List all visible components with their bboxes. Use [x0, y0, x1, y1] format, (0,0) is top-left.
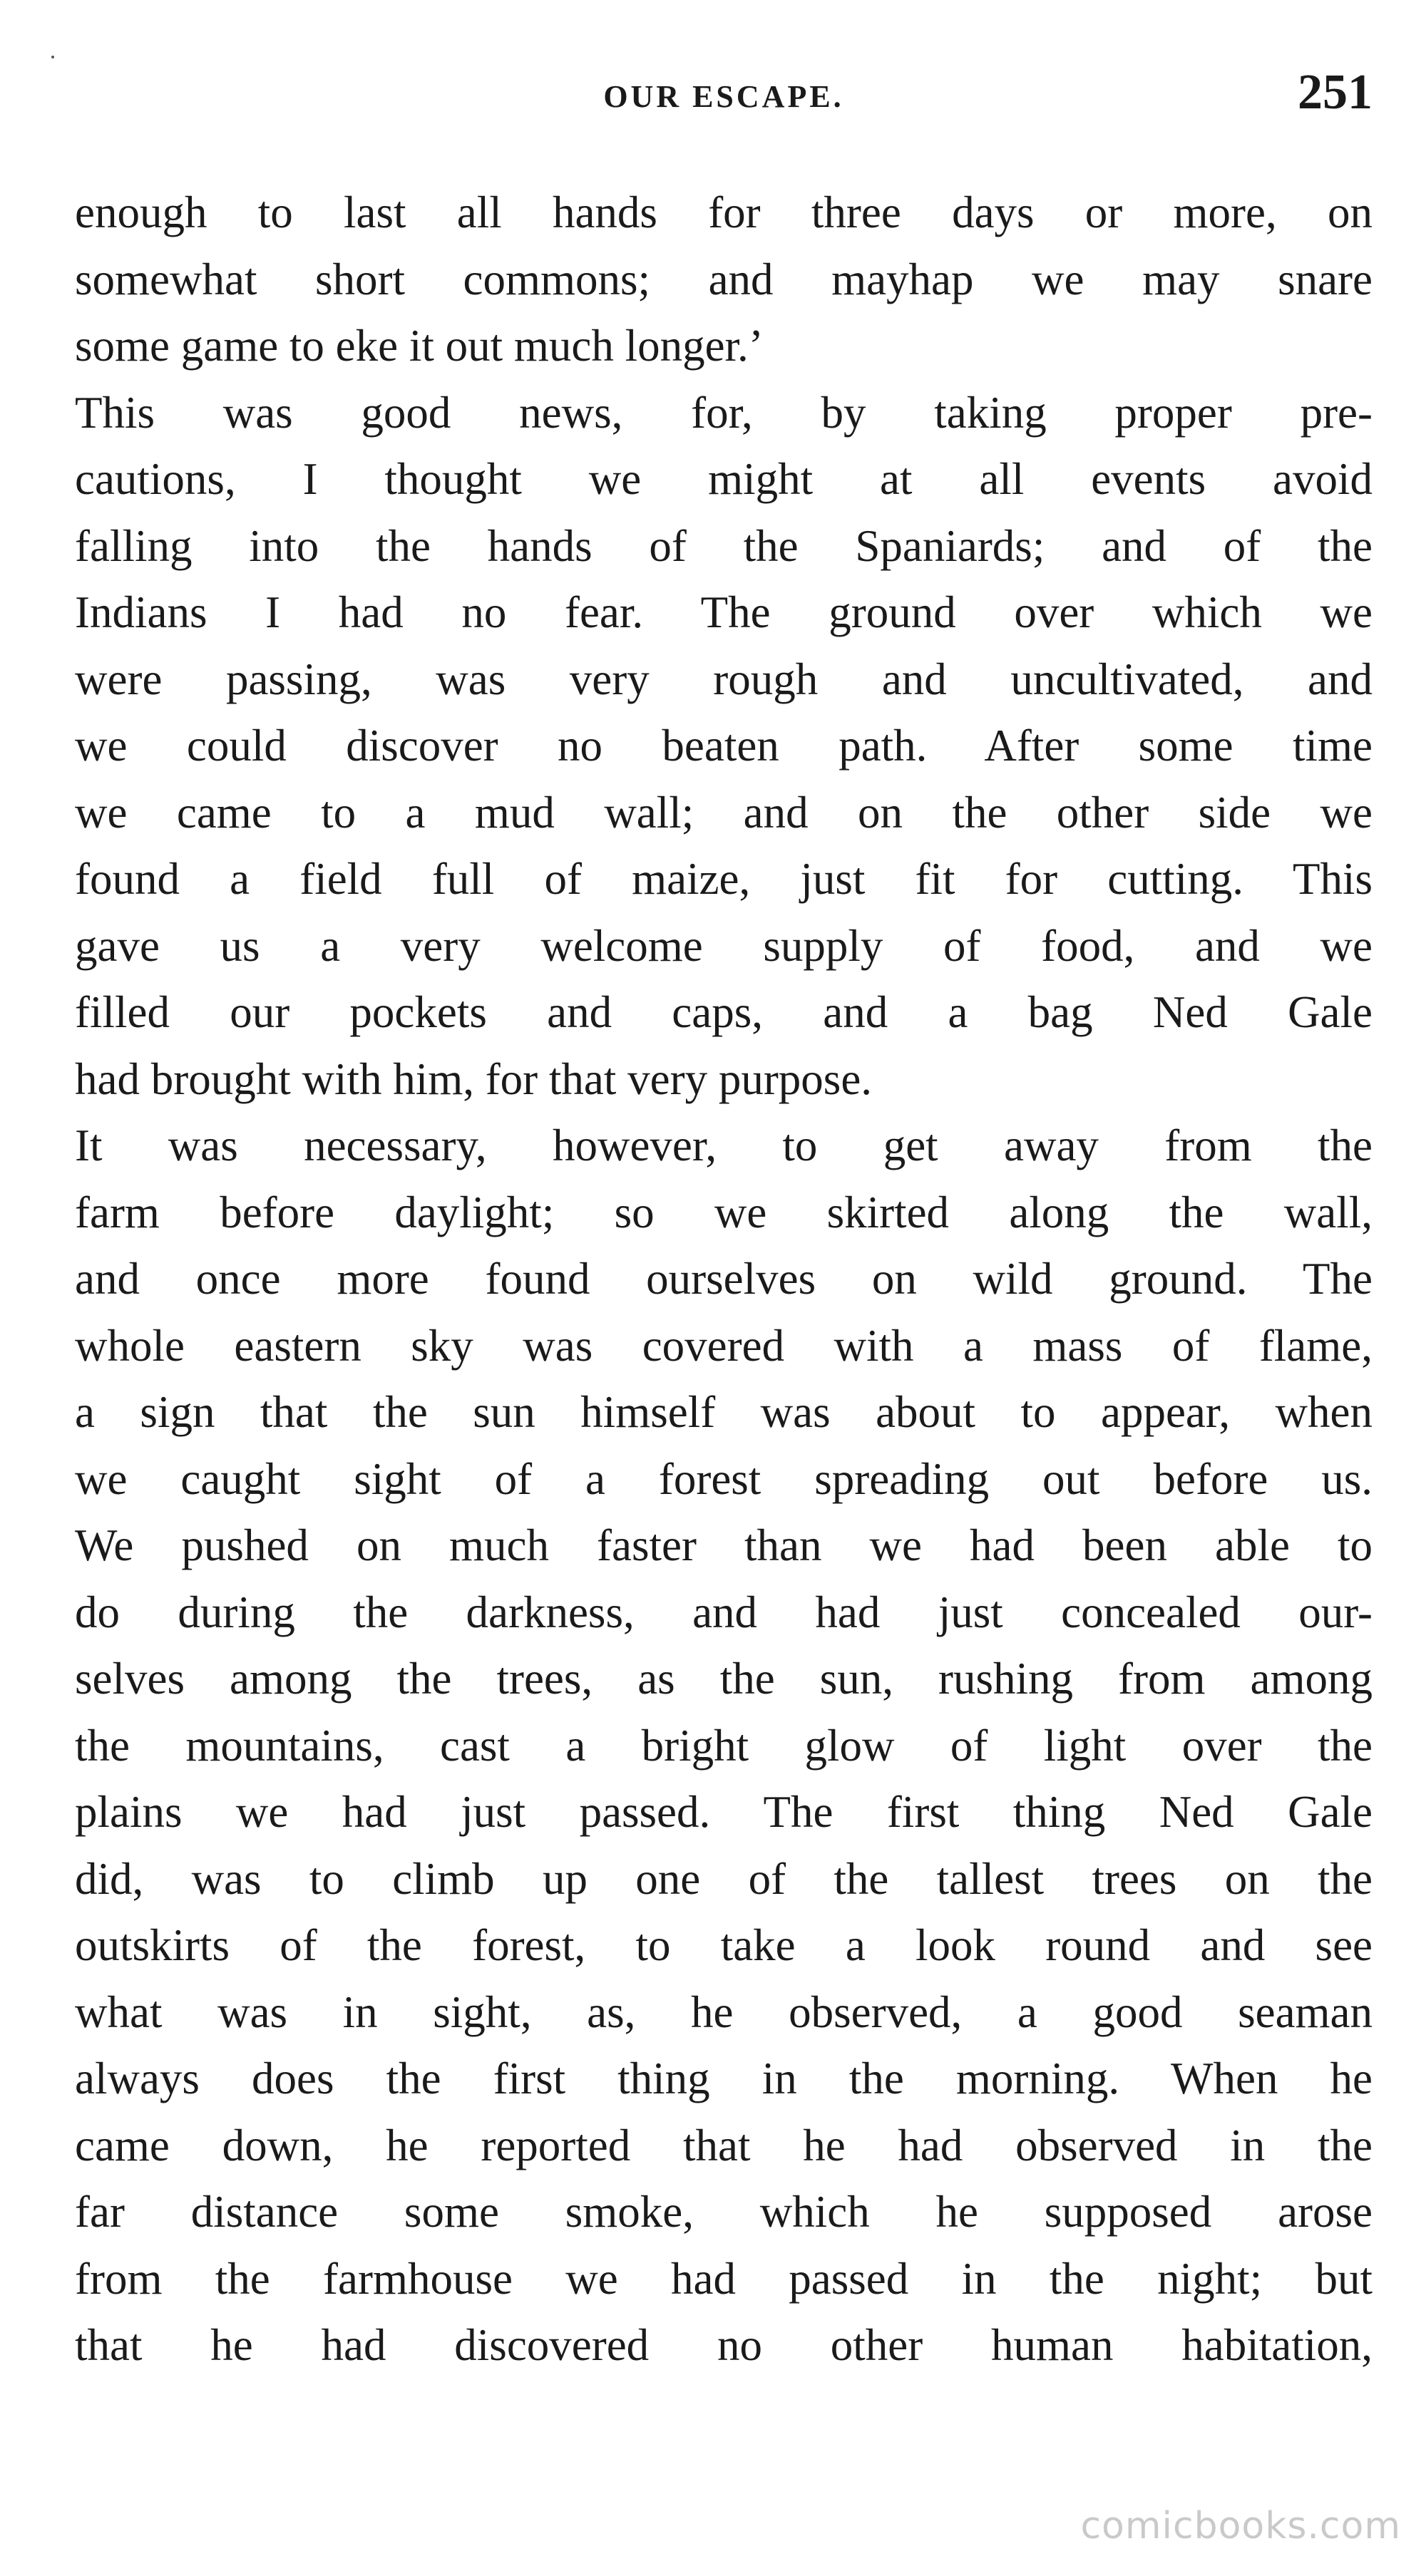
text-line: somewhat short commons; and mayhap we may snare: [75, 254, 1373, 304]
text-line: plains we had just passed. The first thing Ned Gale: [75, 1787, 1373, 1837]
text-line: far distance some smoke, which he supposed arose: [75, 2187, 1373, 2237]
text-line: It was necessary, however, to get away from the: [75, 1120, 1373, 1170]
text-line: found a field full of maize, just fit for cutting. This: [75, 854, 1373, 904]
text-line: some game to eke it out much longer.’: [75, 321, 764, 371]
text-line: farm before daylight; so we skirted along the wall,: [75, 1187, 1373, 1237]
text-line: were passing, was very rough and uncultivated, and: [75, 654, 1373, 704]
text-line: came down, he reported that he had observed in the: [75, 2120, 1373, 2170]
text-line: Indians I had no fear. The ground over which we: [75, 587, 1373, 637]
text-line: we came to a mud wall; and on the other side we: [75, 787, 1373, 838]
text-line: had brought with him, for that very purpose.: [75, 1053, 873, 1104]
text-line: outskirts of the forest, to take a look round and see: [75, 1920, 1373, 1970]
text-line: whole eastern sky was covered with a mass of flame,: [75, 1320, 1373, 1371]
text-line: selves among the trees, as the sun, rushing from among: [75, 1654, 1373, 1704]
running-head: [75, 64, 1373, 128]
print-speck: [51, 56, 54, 58]
paragraph-3: [75, 1113, 1373, 2379]
text-line: gave us a very welcome supply of food, and we: [75, 920, 1373, 971]
text-line: we caught sight of a forest spreading out before us.: [75, 1453, 1373, 1504]
text-line: cautions, I thought we might at all events avoid: [75, 454, 1373, 504]
text-line: and once more found ourselves on wild ground. The: [75, 1254, 1373, 1304]
paragraph-2: [75, 380, 1373, 1113]
running-title: OUR ESCAPE.: [603, 79, 844, 114]
text-line: from the farmhouse we had passed in the night; but: [75, 2253, 1373, 2304]
text-line: that he had discovered no other human habitation,: [75, 2320, 1373, 2370]
text-line: always does the first thing in the morning. When he: [75, 2054, 1373, 2103]
page-number: 251: [1298, 65, 1373, 120]
text-line: we could discover no beaten path. After some time: [75, 721, 1373, 771]
watermark: comicbooks.com: [1080, 2505, 1401, 2547]
text-line: what was in sight, as, he observed, a good seaman: [75, 1987, 1373, 2037]
paragraph-1: [75, 180, 1373, 380]
text-line: do during the darkness, and had just concealed our-: [75, 1587, 1373, 1637]
body-text: [75, 180, 1373, 2379]
text-line: a sign that the sun himself was about to appear, when: [75, 1387, 1373, 1437]
text-line: filled our pockets and caps, and a bag Ned Gale: [75, 987, 1373, 1037]
text-line: falling into the hands of the Spaniards; and of the: [75, 520, 1373, 571]
text-line: enough to last all hands for three days or more, on: [75, 187, 1373, 237]
text-line: This was good news, for, by taking proper pre-: [75, 387, 1373, 438]
text-line: We pushed on much faster than we had been able to: [75, 1520, 1373, 1570]
text-line: did, was to climb up one of the tallest trees on the: [75, 1853, 1373, 1904]
text-line: the mountains, cast a bright glow of light over the: [75, 1720, 1373, 1771]
